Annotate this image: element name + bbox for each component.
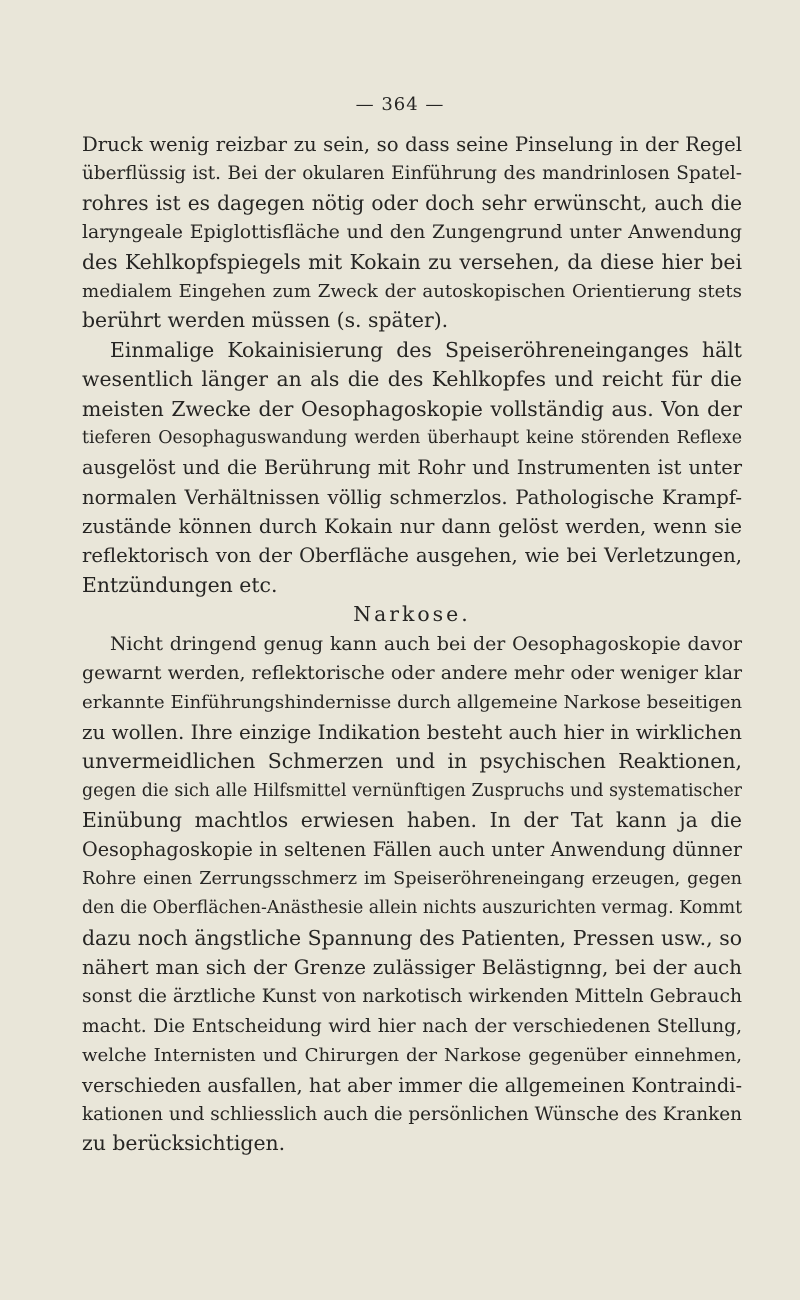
text-line: kationen und schliesslich auch die persönlichen Wünsche des Kranken [82,1103,742,1125]
text-line: des Kehlkopfspiegels mit Kokain zu versehen, da diese hier bei [82,249,742,274]
text-line: rohres ist es dagegen nötig oder doch sehr erwünscht, auch die [82,190,742,215]
text-line: zu wollen. Ihre einzige Indikation besteht auch hier in wirklichen [82,720,742,744]
body-text [82,130,742,1159]
text-line: zu berücksichtigen. [82,1131,286,1156]
text-line: Entzündungen etc. [82,572,278,597]
text-line: dazu noch ängstliche Spannung des Patienten, Pressen usw., so [82,925,742,950]
text-line: wesentlich länger an als die des Kehlkopfes und reicht für die [82,367,742,392]
text-line: welche Internisten und Chirurgen der Narkose gegenüber einnehmen, [82,1045,742,1067]
text-line: berührt werden müssen (s. später). [82,308,449,333]
text-line: reflektorisch von der Oberfläche ausgehen, wie bei Verletzungen, [82,544,742,568]
text-line: Nicht dringend genug kann auch bei der Oesophagoskopie davor [110,632,742,655]
text-line: Einübung machtlos erwiesen haben. In der Tat kann ja die [82,807,742,832]
text-line: medialem Eingehen zum Zweck der autoskopischen Orientierung stets [82,280,742,302]
text-line: zustände können durch Kokain nur dann gelöst werden, wenn sie [82,515,742,539]
text-line: Oesophagoskopie in seltenen Fällen auch unter Anwendung dünner [82,838,742,862]
text-line: Einmalige Kokainisierung des Speiseröhreneinganges hält [110,337,742,362]
text-line: verschieden ausfallen, hat aber immer die allgemeinen Kontraindi- [82,1073,742,1097]
text-line: überflüssig ist. Bei der okularen Einführung des mandrinlosen Spatel- [82,163,742,185]
text-line: tieferen Oesophaguswandung werden überhaupt keine störenden Reflexe [82,427,742,448]
text-line: normalen Verhältnissen völlig schmerzlos. Pathologische Krampf- [82,485,742,509]
text-line: Rohre einen Zerrungsschmerz im Speiseröhreneingang erzeugen, gegen [82,868,742,889]
text-line: gegen die sich alle Hilfsmittel vernünftigen Zuspruchs und systematischer [82,780,742,801]
text-line: erkannte Einführungshindernisse durch allgemeine Narkose beseitigen [82,692,742,714]
page-number: — 364 — [355,94,445,115]
text-line: ausgelöst und die Berührung mit Rohr und Instrumenten ist unter [82,456,742,480]
text-line: meisten Zwecke der Oesophagoskopie vollständig aus. Von der [82,396,742,421]
text-line: Druck wenig reizbar zu sein, so dass seine Pinselung in der Regel [82,133,742,156]
text-line: laryngeale Epiglottisfläche und den Zungengrund unter Anwendung [82,221,742,244]
text-line: gewarnt werden, reflektorische oder andere mehr oder weniger klar [82,662,742,685]
text-line: sonst die ärztliche Kunst von narkotisch wirkenden Mitteln Gebrauch [82,986,742,1008]
text-line: den die Oberflächen-Anästhesie allein nichts auszurichten vermag. Kommt [82,898,743,919]
text-line: nähert man sich der Grenze zulässiger Belästignng, bei der auch [82,955,742,979]
text-line: macht. Die Entscheidung wird hier nach der verschiedenen Stellung, [82,1015,742,1037]
text-line: unvermeidlichen Schmerzen und in psychischen Reaktionen, [82,749,742,774]
section-heading: Narkose. [353,602,471,627]
